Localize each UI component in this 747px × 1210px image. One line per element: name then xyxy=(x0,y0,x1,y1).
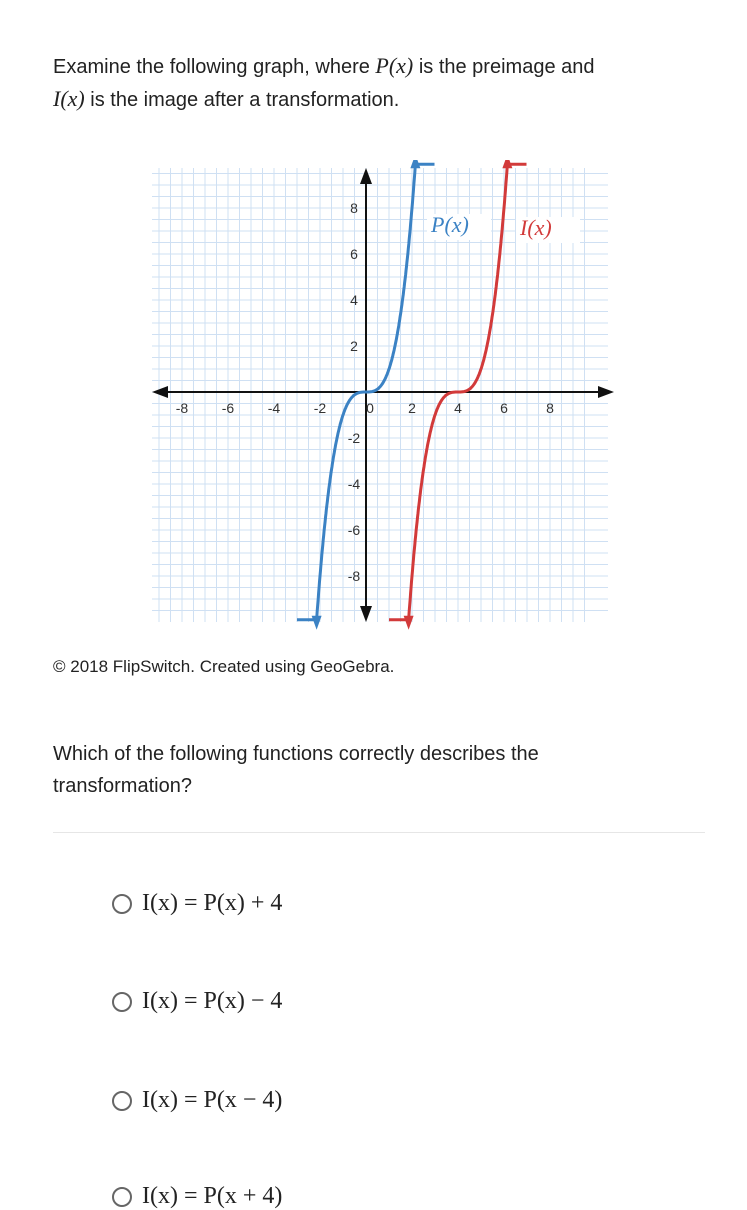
x-tick-label: -6 xyxy=(221,400,235,416)
choice-1[interactable] xyxy=(112,890,282,917)
x-tick-label: -4 xyxy=(267,400,281,416)
y-tick-label: -4 xyxy=(347,476,361,492)
graph xyxy=(148,160,618,630)
preimage-function: P(x) xyxy=(375,53,414,78)
choice-3[interactable] xyxy=(112,1087,282,1114)
y-tick-label: -6 xyxy=(347,522,361,538)
image-function: I(x) xyxy=(53,86,85,111)
question-prompt xyxy=(53,50,703,116)
curve-i-arrow-top xyxy=(502,160,512,168)
choice-4[interactable] xyxy=(112,1183,282,1210)
x-axis-arrow-right xyxy=(598,386,614,398)
x-tick-label: 0 xyxy=(366,400,374,416)
y-tick-label: 2 xyxy=(350,338,358,354)
y-tick-label: 8 xyxy=(350,200,358,216)
y-tick-label: -2 xyxy=(347,430,361,446)
prompt-text-2: is the preimage and xyxy=(413,56,595,78)
x-tick-label: 6 xyxy=(500,400,508,416)
curve-i-arrow-bottom xyxy=(404,616,414,630)
label-i: I(x) xyxy=(520,215,552,240)
choice-2[interactable] xyxy=(112,988,282,1015)
x-tick-label: -2 xyxy=(313,400,327,416)
y-axis-arrow-down xyxy=(360,606,372,622)
x-tick-label: 4 xyxy=(454,400,462,416)
x-tick-label: 8 xyxy=(546,400,554,416)
choice-4-label: I(x) = P(x + 4) xyxy=(142,1183,283,1209)
choice-2-label: I(x) = P(x) − 4 xyxy=(142,988,283,1014)
prompt-text-3: is the image after a transformation. xyxy=(84,89,400,111)
y-tick-label: 4 xyxy=(350,292,358,308)
y-tick-label: 6 xyxy=(350,246,358,262)
choice-1-label: I(x) = P(x) + 4 xyxy=(142,890,283,916)
radio-button-3[interactable] xyxy=(112,1091,132,1111)
question-text: Which of the following functions correctly describes the transformation? xyxy=(53,743,539,797)
copyright-caption: © 2018 FlipSwitch. Created using GeoGebra. xyxy=(53,657,395,676)
divider xyxy=(53,832,705,833)
choice-3-label: I(x) = P(x − 4) xyxy=(142,1087,283,1113)
radio-button-4[interactable] xyxy=(112,1187,132,1207)
label-p: P(x) xyxy=(431,212,469,237)
radio-button-1[interactable] xyxy=(112,894,132,914)
x-tick-label: 2 xyxy=(408,400,416,416)
graph-svg xyxy=(148,160,618,630)
y-tick-label: -8 xyxy=(347,568,361,584)
prompt-text-1: Examine the following graph, where xyxy=(53,56,376,78)
curve-p-arrow-top xyxy=(410,160,420,168)
x-tick-label: -8 xyxy=(175,400,189,416)
x-axis-arrow-left xyxy=(152,386,168,398)
radio-button-2[interactable] xyxy=(112,992,132,1012)
curve-p-arrow-bottom xyxy=(312,616,322,630)
y-axis-arrow-up xyxy=(360,168,372,184)
